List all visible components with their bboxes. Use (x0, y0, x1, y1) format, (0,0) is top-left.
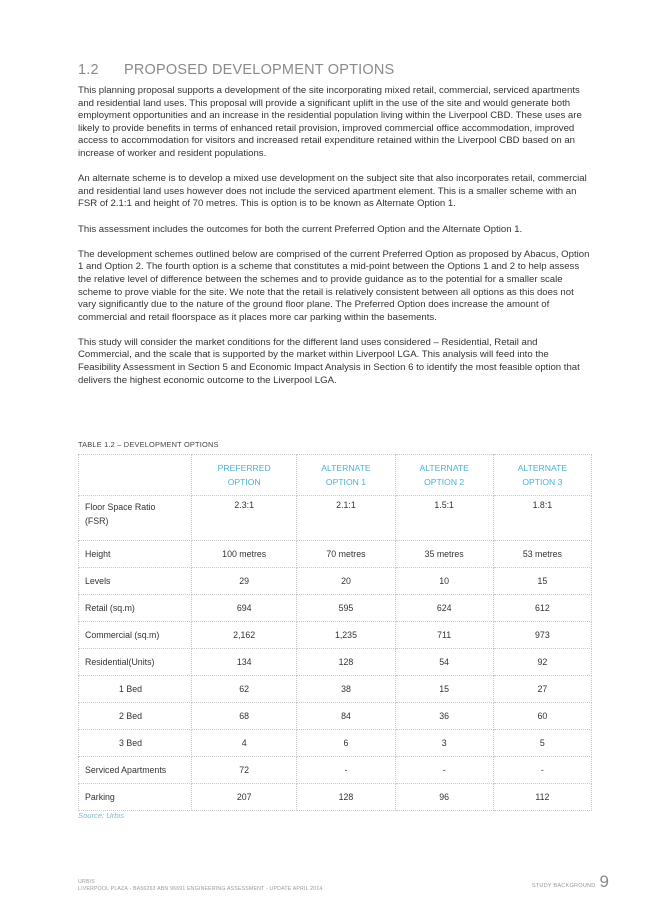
table-cell: 53 metres (493, 541, 591, 568)
footer-document-title: LIVERPOOL PLAZA - BA56263 ABN 96691 ENGINEERING ASSESSMENT - UPDATE APRIL 2014 (78, 886, 323, 892)
table-cell: 92 (493, 649, 591, 676)
table-row (79, 568, 592, 595)
paragraph: This study will consider the market conditions for the different land uses considered – Residential, Retail and Commercial, and the scale that is supported by the market within Liverpool LGA. This analysis will feed into the Feasibility Assessment in Section 5 and Economic Impact Analysis in Section 6 to identify the most feasible option that delivers the highest economic outcome to the Liverpool LGA. (78, 336, 580, 386)
table-cell: 15 (395, 676, 493, 703)
table-cell: 2.3:1 (192, 496, 297, 541)
section-title: PROPOSED DEVELOPMENT OPTIONS (124, 62, 395, 78)
header-blank-cell (79, 455, 192, 496)
page-number: 9 (599, 872, 609, 891)
section-heading (78, 62, 394, 78)
table-row (79, 622, 592, 649)
table-cell: - (493, 757, 591, 784)
paragraph: An alternate scheme is to develop a mixed use development on the subject site that also incorporates retail, commercial and residential land uses however does not include the serviced apartment element. This is a smaller scheme with an FSR of 2.1:1 and height of 70 metres. This is option is to be known as Alternate Option 1. (78, 173, 587, 210)
body-text (78, 85, 590, 400)
development-options-table (78, 454, 592, 811)
row-label: Height (79, 541, 192, 568)
table-cell: - (395, 757, 493, 784)
table-cell: 68 (192, 703, 297, 730)
table-source: Source: Urbis (78, 811, 125, 820)
row-label: 1 Bed (79, 676, 192, 703)
row-label: Parking (79, 784, 192, 811)
table-row (79, 703, 592, 730)
table-row (79, 496, 592, 541)
table-cell: 112 (493, 784, 591, 811)
table-cell: 973 (493, 622, 591, 649)
row-label: 2 Bed (79, 703, 192, 730)
footer-section-name: STUDY BACKGROUND (531, 883, 596, 889)
row-label-fsr: Floor Space Ratio (FSR) (79, 496, 192, 541)
table-row (79, 757, 592, 784)
table-cell: 62 (192, 676, 297, 703)
table-cell: 84 (297, 703, 395, 730)
table-cell: 595 (297, 595, 395, 622)
table-row (79, 784, 592, 811)
paragraph: The development schemes outlined below are comprised of the current Preferred Option as proposed by Abacus, Option 1 and Option 2. The fourth option is a scheme that constitutes a mid-point between the Options 1 and 2 to help assess the relative level of difference between the schemes and to provide guidance as to the potential for a smaller scale scheme to prove viable for the site. We note that the retail is relatively consistent between all options as this does not vary significantly due to the nature of the ground floor plane. The Preferred Option does increase the amount of commercial and retail floorspace as it places more car parking within the basements. (78, 248, 590, 323)
table-row (79, 595, 592, 622)
footer-company: URBIS (78, 879, 95, 885)
table-cell: 3 (395, 730, 493, 757)
table-cell: 15 (493, 568, 591, 595)
table-cell: 6 (297, 730, 395, 757)
table-cell: 1.5:1 (395, 496, 493, 541)
table-cell: 20 (297, 568, 395, 595)
header-alternate-option-3: ALTERNATE OPTION 3 (493, 455, 591, 496)
footer-right (532, 872, 609, 892)
table-cell: 2,162 (192, 622, 297, 649)
header-alternate-option-2: ALTERNATE OPTION 2 (395, 455, 493, 496)
table-cell: 36 (395, 703, 493, 730)
table-cell: 60 (493, 703, 591, 730)
header-alternate-option-1: ALTERNATE OPTION 1 (297, 455, 395, 496)
table-row (79, 676, 592, 703)
table-cell: 207 (192, 784, 297, 811)
table-cell: 1.8:1 (493, 496, 591, 541)
table-cell: 694 (192, 595, 297, 622)
row-label: Serviced Apartments (79, 757, 192, 784)
section-number: 1.2 (78, 62, 99, 78)
row-label: Retail (sq.m) (79, 595, 192, 622)
row-label: 3 Bed (79, 730, 192, 757)
table-row (79, 730, 592, 757)
table-header-row (79, 455, 592, 496)
table-cell: 134 (192, 649, 297, 676)
row-label: Residential(Units) (79, 649, 192, 676)
row-label: Commercial (sq.m) (79, 622, 192, 649)
header-preferred-option: PREFERRED OPTION (192, 455, 297, 496)
paragraph: This planning proposal supports a development of the site incorporating mixed retail, commercial, serviced apartments and residential land uses. This proposal will provide a significant uplift in the use of the site and would generate both employment opportunities and an increase in the residential population living within the Liverpool CBD. These uses are likely to provide benefits in terms of enhanced retail provision, improved commercial office accommodation, improved access to accommodation for visitors and increased retail expenditure retained within the Liverpool CBD based on an increase of worker and resident populations. (78, 85, 582, 159)
table-cell: 2.1:1 (297, 496, 395, 541)
table-row (79, 541, 592, 568)
table-cell: 624 (395, 595, 493, 622)
footer-left (78, 879, 323, 893)
table-cell: 4 (192, 730, 297, 757)
table-cell: 70 metres (297, 541, 395, 568)
table-cell: 72 (192, 757, 297, 784)
table-cell: 100 metres (192, 541, 297, 568)
paragraph: This assessment includes the outcomes for both the current Preferred Option and the Alternate Option 1. (78, 223, 523, 235)
table-cell: 38 (297, 676, 395, 703)
table-cell: 128 (297, 649, 395, 676)
table-cell: 128 (297, 784, 395, 811)
table-cell: 29 (192, 568, 297, 595)
table-caption: TABLE 1.2 – DEVELOPMENT OPTIONS (78, 440, 219, 449)
table-cell: 27 (493, 676, 591, 703)
table-cell: 5 (493, 730, 591, 757)
table-cell: 1,235 (297, 622, 395, 649)
table-cell: 54 (395, 649, 493, 676)
table-cell: 35 metres (395, 541, 493, 568)
table-cell: 96 (395, 784, 493, 811)
table-cell: 711 (395, 622, 493, 649)
table-row (79, 649, 592, 676)
table-cell: 10 (395, 568, 493, 595)
table-cell: 612 (493, 595, 591, 622)
table-cell: - (297, 757, 395, 784)
row-label: Levels (79, 568, 192, 595)
